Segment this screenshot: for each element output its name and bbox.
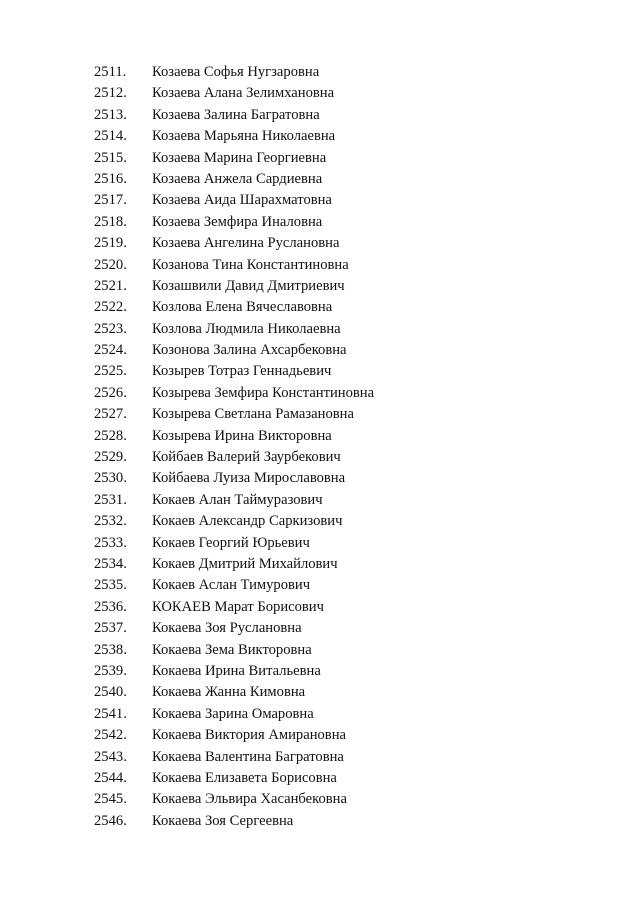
list-item xyxy=(94,126,594,147)
list-item xyxy=(94,682,594,703)
entry-name: Кокаева Елизавета Борисовна xyxy=(152,769,337,786)
list-item xyxy=(94,747,594,768)
list-item xyxy=(94,704,594,725)
entry-number: 2513. xyxy=(94,106,127,123)
entry-name: Кокаева Зема Викторовна xyxy=(152,641,312,658)
list-item xyxy=(94,618,594,639)
entry-name: Кокаева Эльвира Хасанбековна xyxy=(152,791,347,808)
entry-number: 2521. xyxy=(94,277,127,294)
list-item xyxy=(94,554,594,575)
entry-number: 2544. xyxy=(94,769,127,786)
entry-name: Козаева Марьяна Николаевна xyxy=(152,128,336,145)
list-item xyxy=(94,169,594,190)
entry-name: Кокаева Зарина Омаровна xyxy=(152,705,314,722)
entry-number: 2535. xyxy=(94,577,127,594)
entry-name: Кокаева Зоя Сергеевна xyxy=(152,812,294,829)
entry-number: 2523. xyxy=(94,320,127,337)
entry-name: Козаева Аида Шарахматовна xyxy=(152,192,332,209)
entry-number: 2518. xyxy=(94,213,127,230)
entry-name: Кокаева Ирина Витальевна xyxy=(152,662,321,679)
entry-number: 2526. xyxy=(94,384,127,401)
entry-name: Козаева Залина Багратовна xyxy=(152,106,320,123)
list-item xyxy=(94,811,594,832)
list-item xyxy=(94,468,594,489)
list-item xyxy=(94,105,594,126)
entry-name: Кокаев Дмитрий Михайлович xyxy=(152,555,338,572)
list-item xyxy=(94,789,594,810)
entry-name: Козашвили Давид Дмитриевич xyxy=(152,277,345,294)
entry-number: 2517. xyxy=(94,192,127,209)
entry-number: 2512. xyxy=(94,85,127,102)
entry-name: Козонова Залина Ахсарбековна xyxy=(152,342,347,359)
entry-number: 2543. xyxy=(94,748,127,765)
entry-name: Козырева Светлана Рамазановна xyxy=(152,406,354,423)
entry-number: 2516. xyxy=(94,170,127,187)
list-item xyxy=(94,83,594,104)
list-item xyxy=(94,447,594,468)
list-item xyxy=(94,597,594,618)
entry-name: Кокаева Жанна Кимовна xyxy=(152,684,306,701)
list-item xyxy=(94,340,594,361)
entry-number: 2519. xyxy=(94,235,127,252)
entry-number: 2536. xyxy=(94,598,127,615)
entry-number: 2528. xyxy=(94,427,127,444)
entry-name: Козлова Елена Вячеславовна xyxy=(152,299,333,316)
entry-name: КОКАЕВ Марат Борисович xyxy=(152,598,324,615)
entry-number: 2546. xyxy=(94,812,127,829)
entry-number: 2533. xyxy=(94,534,127,551)
entry-name: Козырева Ирина Викторовна xyxy=(152,427,332,444)
entry-number: 2527. xyxy=(94,406,127,423)
entry-name: Козаева Марина Георгиевна xyxy=(152,149,327,166)
entry-name: Кокаев Георгий Юрьевич xyxy=(152,534,310,551)
list-item xyxy=(94,361,594,382)
entry-name: Козаева Анжела Сардиевна xyxy=(152,170,323,187)
list-item xyxy=(94,768,594,789)
entry-name: Кокаева Виктория Амирановна xyxy=(152,727,346,744)
entry-number: 2537. xyxy=(94,620,127,637)
list-item xyxy=(94,511,594,532)
entry-number: 2524. xyxy=(94,342,127,359)
entry-name: Кокаева Валентина Багратовна xyxy=(152,748,344,765)
entry-name: Козлова Людмила Николаевна xyxy=(152,320,341,337)
entry-number: 2525. xyxy=(94,363,127,380)
entry-name: Кокаев Алан Таймуразович xyxy=(152,491,323,508)
entry-name: Койбаев Валерий Заурбекович xyxy=(152,449,341,466)
list-item xyxy=(94,148,594,169)
entry-name: Козаева Ангелина Руслановна xyxy=(152,235,340,252)
entry-number: 2534. xyxy=(94,555,127,572)
entry-number: 2540. xyxy=(94,684,127,701)
list-item xyxy=(94,661,594,682)
entry-number: 2529. xyxy=(94,449,127,466)
list-item xyxy=(94,426,594,447)
entry-name: Козаева Земфира Иналовна xyxy=(152,213,323,230)
entry-number: 2511. xyxy=(94,64,127,80)
entry-name: Козырев Тотраз Геннадьевич xyxy=(152,363,332,380)
list-item xyxy=(94,319,594,340)
list-item xyxy=(94,575,594,596)
entry-name: Козаева Софья Нугзаровна xyxy=(152,64,320,80)
list-item xyxy=(94,490,594,511)
entry-name: Кокаев Александр Саркизович xyxy=(152,513,343,530)
entry-name: Козырева Земфира Константиновна xyxy=(152,384,375,401)
list-item xyxy=(94,640,594,661)
entry-number: 2514. xyxy=(94,128,127,145)
list-item xyxy=(94,297,594,318)
list-item xyxy=(94,212,594,233)
list-item xyxy=(94,404,594,425)
entry-number: 2542. xyxy=(94,727,127,744)
list-item xyxy=(94,533,594,554)
list-item xyxy=(94,233,594,254)
entry-name: Козанова Тина Константиновна xyxy=(152,256,349,273)
entry-number: 2538. xyxy=(94,641,127,658)
entry-number: 2530. xyxy=(94,470,127,487)
entry-name: Кокаева Зоя Руслановна xyxy=(152,620,302,637)
entry-number: 2532. xyxy=(94,513,127,530)
entry-number: 2545. xyxy=(94,791,127,808)
entry-number: 2515. xyxy=(94,149,127,166)
entry-number: 2531. xyxy=(94,491,127,508)
name-list xyxy=(94,62,594,832)
entry-number: 2522. xyxy=(94,299,127,316)
list-item xyxy=(94,190,594,211)
entry-name: Козаева Алана Зелимхановна xyxy=(152,85,335,102)
entry-number: 2520. xyxy=(94,256,127,273)
list-item xyxy=(94,276,594,297)
entry-number: 2541. xyxy=(94,705,127,722)
entry-name: Койбаева Луиза Мирославовна xyxy=(152,470,346,487)
entry-number: 2539. xyxy=(94,662,127,679)
entry-name: Кокаев Аслан Тимурович xyxy=(152,577,311,594)
list-item xyxy=(94,725,594,746)
list-item xyxy=(94,383,594,404)
list-item xyxy=(94,255,594,276)
list-item xyxy=(94,62,594,83)
